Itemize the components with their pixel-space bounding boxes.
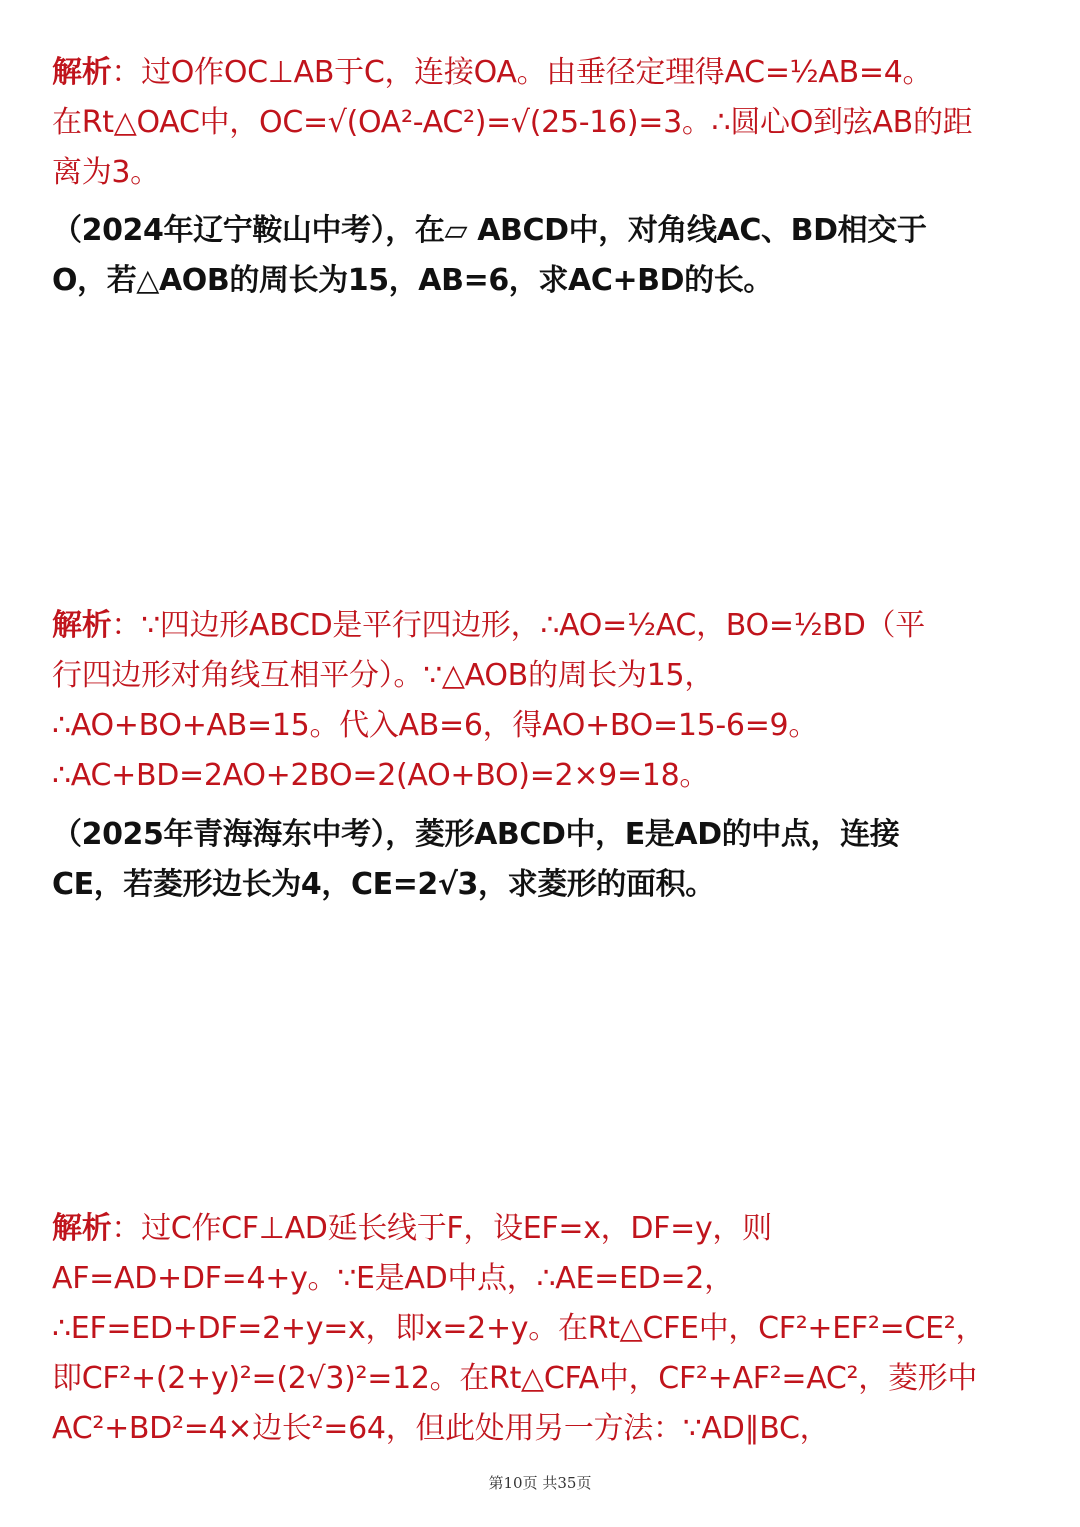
analysis-line: 在Rt△OAC中，OC=√(OA²-AC²)=√(25-16)=3。∴圆心O到弦AB的距 xyxy=(52,105,973,140)
analysis-line: AF=AD+DF=4+y。∵E是AD中点，∴AE=ED=2， xyxy=(52,1261,734,1296)
analysis-label: 解析 xyxy=(52,55,112,90)
analysis-text: ：过C作CF⊥AD延长线于F，设EF=x，DF=y，则 xyxy=(111,1211,772,1246)
analysis-block-1 xyxy=(52,48,1032,198)
analysis-label: 解析 xyxy=(52,608,112,643)
analysis-line: 离为3。 xyxy=(52,155,160,190)
analysis-line xyxy=(52,601,1032,651)
question-line: （2024年辽宁鞍山中考），在▱ ABCD中，对角线AC、BD相交于 xyxy=(52,213,927,248)
question-line: O，若△AOB的周长为15，AB=6，求AC+BD的长。 xyxy=(52,263,773,298)
analysis-label: 解析 xyxy=(52,1211,112,1246)
analysis-line xyxy=(52,1204,1032,1254)
page-number-footer: 第10页 共35页 xyxy=(488,1474,592,1492)
question-line: CE，若菱形边长为4，CE=2√3，求菱形的面积。 xyxy=(52,867,715,902)
analysis-block-3 xyxy=(52,1204,1032,1454)
analysis-line: 即CF²+(2+y)²=(2√3)²=12。在Rt△CFA中，CF²+AF²=AC²，菱形中 xyxy=(52,1361,978,1396)
analysis-line: 行四边形对角线互相平分）。∵△AOB的周长为15， xyxy=(52,658,715,693)
question-line: （2025年青海海东中考），菱形ABCD中，E是AD的中点，连接 xyxy=(52,817,900,852)
analysis-line xyxy=(52,48,1032,98)
analysis-line: AC²+BD²=4×边长²=64，但此处用另一方法：∵AD∥BC， xyxy=(52,1411,830,1446)
question-block-2 xyxy=(52,206,1032,306)
analysis-line: ∴EF=ED+DF=2+y=x，即x=2+y。在Rt△CFE中，CF²+EF²=CE²， xyxy=(52,1311,986,1346)
question-block-3 xyxy=(52,810,1032,910)
analysis-line: ∴AC+BD=2AO+2BO=2(AO+BO)=2×9=18。 xyxy=(52,758,710,793)
analysis-text: ：∵四边形ABCD是平行四边形，∴AO=½AC，BO=½BD（平 xyxy=(111,608,925,643)
analysis-line: ∴AO+BO+AB=15。代入AB=6，得AO+BO=15-6=9。 xyxy=(52,708,819,743)
analysis-block-2 xyxy=(52,601,1032,801)
analysis-text: ：过O作OC⊥AB于C，连接OA。由垂径定理得AC=½AB=4。 xyxy=(111,55,933,90)
